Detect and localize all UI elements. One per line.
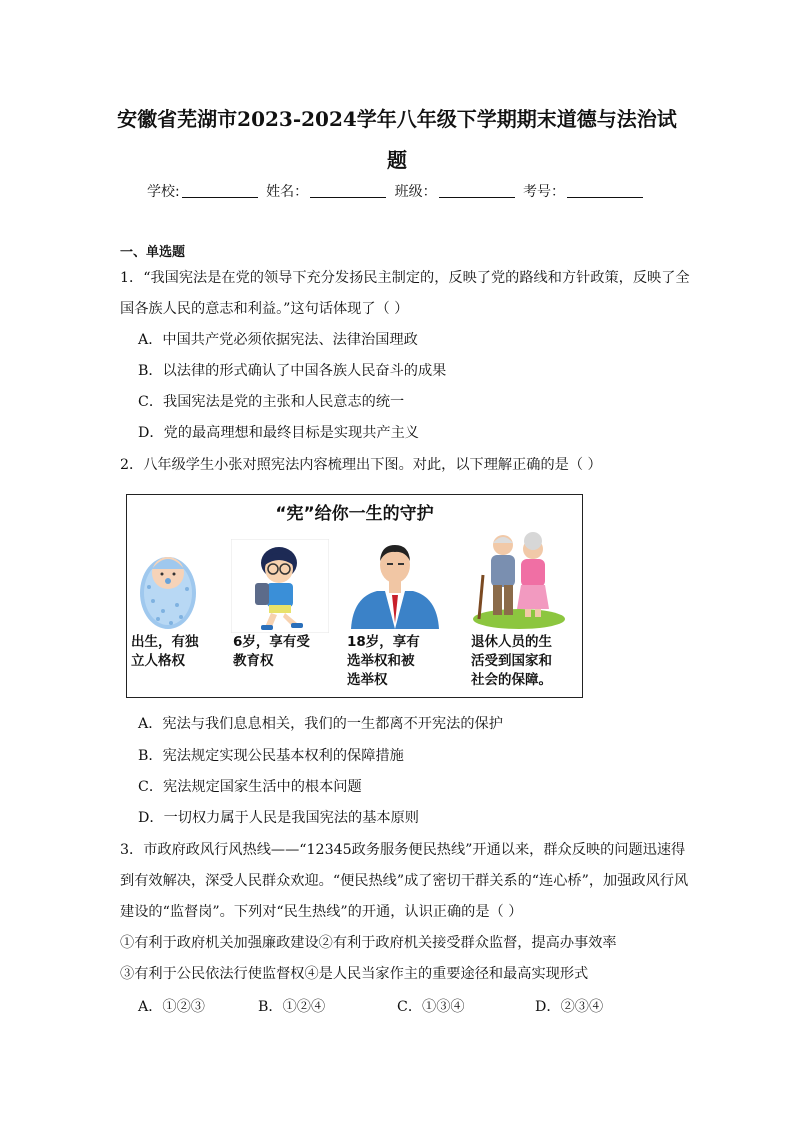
question-3-choice-a[interactable]: A．①②③	[138, 999, 205, 1015]
baby-illustration	[133, 541, 203, 631]
question-3-statements-1: ①有利于政府机关加强廉政建设②有利于政府机关接受群众监督，提高办事效率	[120, 935, 617, 951]
school-blank[interactable]	[182, 183, 258, 198]
question-3-line1: 3．市政府政风行风热线——“12345政务服务便民热线”开通以来，群众反映的问题迅速得	[120, 842, 686, 858]
name-label: 姓名：	[266, 184, 309, 200]
question-2-option-c[interactable]: C．宪法规定国家生活中的根本问题	[138, 779, 362, 795]
question-2-option-a[interactable]: A．宪法与我们息息相关，我们的一生都离不开宪法的保护	[138, 716, 503, 732]
question-3-line3: 建设的“监督岗”。下列对“民生热线”的开通，认识正确的是（ ）	[120, 904, 523, 920]
question-1-option-a[interactable]: A．中国共产党必须依据宪法、法律治国理政	[138, 332, 418, 348]
adult-man-illustration	[347, 539, 443, 629]
exam-number-blank[interactable]	[567, 183, 643, 198]
exam-title-line1: 安徽省芜湖市2023-2024学年八年级下学期期末道德与法治试	[117, 107, 677, 131]
caption-age-18: 18岁，享有 选举权和被 选举权	[347, 634, 420, 688]
student-info-fields	[0, 181, 794, 201]
schoolchild-illustration	[231, 539, 329, 633]
question-2-option-b[interactable]: B．宪法规定实现公民基本权利的保障措施	[138, 748, 404, 764]
question-3-choice-b[interactable]: B．①②④	[258, 999, 326, 1015]
question-1-option-b[interactable]: B．以法律的形式确认了中国各族人民奋斗的成果	[138, 363, 447, 379]
caption-birth: 出生，有独 立人格权	[131, 634, 199, 669]
question-2-option-d[interactable]: D．一切权力属于人民是我国宪法的基本原则	[138, 810, 419, 826]
question-1-option-c[interactable]: C．我国宪法是党的主张和人民意志的统一	[138, 394, 405, 410]
figure-title: “宪”给你一生的守护	[275, 504, 434, 524]
question-1-line2: 国各族人民的意志和利益。”这句话体现了（ ）	[120, 301, 409, 317]
exam-number-label: 考号：	[523, 184, 566, 200]
question-3-choice-d[interactable]: D．②③④	[535, 999, 604, 1015]
question-3-line2: 到有效解决，深受人民群众欢迎。“便民热线”成了密切干群关系的“连心桥”，加强政风行风	[120, 873, 689, 889]
section-heading: 一、单选题	[120, 245, 186, 260]
question-1-option-d[interactable]: D．党的最高理想和最终目标是实现共产主义	[138, 425, 419, 441]
caption-retirement: 退休人员的生 活受到国家和 社会的保障。	[471, 634, 552, 688]
elderly-couple-illustration	[467, 527, 567, 629]
exam-title-line2: 题	[387, 148, 407, 172]
name-blank[interactable]	[310, 183, 386, 198]
caption-age-6: 6岁，享有受 教育权	[233, 634, 310, 669]
constitution-lifetime-figure	[126, 494, 583, 698]
class-blank[interactable]	[439, 183, 515, 198]
school-label: 学校:	[146, 184, 180, 200]
question-3-choice-c[interactable]: C．①③④	[397, 999, 465, 1015]
question-2-line1: 2．八年级学生小张对照宪法内容梳理出下图。对此，以下理解正确的是（ ）	[120, 457, 602, 473]
question-1-line1: 1．“我国宪法是在党的领导下充分发扬民主制定的，反映了党的路线和方针政策，反映了全	[120, 270, 690, 286]
class-label: 班级：	[394, 184, 437, 200]
question-3-statements-2: ③有利于公民依法行使监督权④是人民当家作主的重要途径和最高实现形式	[120, 966, 589, 982]
